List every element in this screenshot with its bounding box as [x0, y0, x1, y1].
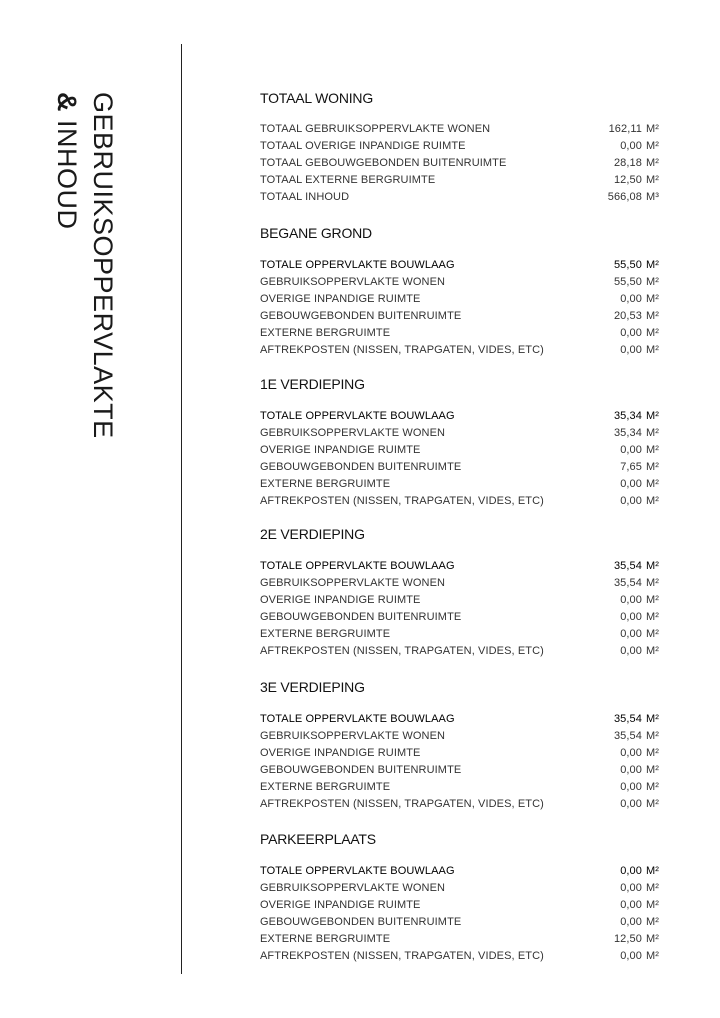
row-value-group: [614, 933, 660, 945]
row-value-group: [620, 461, 660, 473]
table-row: [260, 137, 660, 154]
row-value: 0,00: [620, 915, 642, 928]
row-label: TOTAAL OVERIGE INPANDIGE RUIMTE: [260, 139, 466, 152]
row-label: AFTREKPOSTEN (NISSEN, TRAPGATEN, VIDES, ETC): [260, 343, 544, 356]
row-unit: M²: [646, 763, 660, 776]
row-label: GEBRUIKSOPPERVLAKTE WONEN: [260, 881, 446, 894]
row-unit: M²: [646, 292, 660, 305]
row-label: GEBOUWGEBONDEN BUITENRUIMTE: [260, 610, 462, 623]
row-unit: M²: [646, 593, 660, 606]
row-label: TOTALE OPPERVLAKTE BOUWLAAG: [260, 864, 455, 877]
row-label: GEBOUWGEBONDEN BUITENRUIMTE: [260, 309, 462, 322]
total-row: [260, 557, 660, 574]
section-begane-grond: [260, 223, 660, 358]
row-value: 0,00: [620, 477, 642, 490]
row-value-group: [614, 560, 660, 572]
row-value: 0,00: [620, 627, 642, 640]
row-value: 162,11: [608, 122, 642, 135]
table-row: [260, 913, 660, 930]
row-unit: M²: [646, 746, 660, 759]
table-row: [260, 273, 660, 290]
table-row: [260, 154, 660, 171]
section-title: BEGANE GROND: [260, 225, 372, 241]
table-row: [260, 574, 660, 591]
row-unit: M²: [646, 915, 660, 928]
row-value: 28,18: [613, 156, 642, 169]
ampersand: &: [52, 92, 82, 112]
row-unit: M²: [646, 627, 660, 640]
table-row: [260, 475, 660, 492]
section-parkeerplaats: [260, 829, 660, 964]
row-unit: M²: [646, 898, 660, 911]
row-value-group: [614, 410, 660, 422]
row-unit: M²: [646, 932, 660, 945]
row-label: TOTAAL GEBRUIKSOPPERVLAKTE WONEN: [260, 122, 491, 135]
row-value: 0,00: [620, 326, 642, 339]
row-value: 0,00: [620, 292, 642, 305]
row-unit: M²: [646, 644, 660, 657]
row-value: 566,08: [607, 190, 642, 203]
side-title-line2-text: INHOUD: [52, 112, 82, 230]
row-unit: M²: [646, 494, 660, 507]
row-unit: M²: [646, 173, 660, 186]
row-value: 0,00: [620, 139, 642, 152]
row-unit: M²: [646, 156, 660, 169]
rows: [260, 256, 660, 358]
row-value: 0,00: [620, 494, 642, 507]
rows: [260, 862, 660, 964]
row-unit: M²: [646, 881, 660, 894]
row-value-group: [620, 495, 660, 507]
row-label: TOTALE OPPERVLAKTE BOUWLAAG: [260, 559, 455, 572]
section-title: TOTAAL WONING: [260, 90, 374, 106]
table-row: [260, 608, 660, 625]
row-unit: M²: [646, 610, 660, 623]
row-unit: M²: [646, 460, 660, 473]
row-unit: M²: [646, 309, 660, 322]
section-1e-verdieping: [260, 374, 660, 509]
row-label: EXTERNE BERGRUIMTE: [260, 932, 391, 945]
row-label: GEBOUWGEBONDEN BUITENRUIMTE: [260, 915, 462, 928]
row-unit: M²: [646, 780, 660, 793]
side-title: GEBRUIKSOPPERVLAKTE & INHOUD: [52, 92, 118, 439]
row-value-group: [620, 594, 660, 606]
row-value: 35,54: [613, 559, 642, 572]
row-value-group: [620, 865, 660, 877]
table-row: [260, 188, 660, 205]
section-title: 3E VERDIEPING: [260, 679, 365, 695]
row-label: TOTAAL INHOUD: [260, 190, 350, 203]
table-row: [260, 625, 660, 642]
row-value: 20,53: [613, 309, 642, 322]
row-value: 0,00: [620, 593, 642, 606]
row-value: 35,54: [613, 712, 642, 725]
row-value-group: [620, 747, 660, 759]
row-unit: M³: [646, 190, 660, 203]
row-value-group: [614, 276, 660, 288]
row-unit: M²: [646, 258, 660, 271]
section-title: 1E VERDIEPING: [260, 376, 365, 392]
row-value-group: [620, 916, 660, 928]
row-label: TOTAAL GEBOUWGEBONDEN BUITENRUIMTE: [260, 156, 507, 169]
row-value: 55,50: [613, 275, 642, 288]
row-value-group: [620, 882, 660, 894]
table-row: [260, 744, 660, 761]
row-value-group: [620, 293, 660, 305]
table-row: [260, 120, 660, 137]
row-label: OVERIGE INPANDIGE RUIMTE: [260, 746, 421, 759]
table-row: [260, 458, 660, 475]
row-value: 0,00: [620, 343, 642, 356]
section-2e-verdieping: [260, 524, 660, 659]
row-unit: M²: [646, 477, 660, 490]
vertical-divider: [181, 44, 182, 974]
row-unit: M²: [646, 343, 660, 356]
row-label: EXTERNE BERGRUIMTE: [260, 780, 391, 793]
table-row: [260, 591, 660, 608]
row-value: 35,54: [613, 729, 642, 742]
table-row: [260, 341, 660, 358]
table-row: [260, 727, 660, 744]
row-value: 12,50: [613, 173, 642, 186]
row-unit: M²: [646, 139, 660, 152]
table-row: [260, 642, 660, 659]
row-value-group: [614, 427, 660, 439]
row-value: 0,00: [620, 763, 642, 776]
section-title: 2E VERDIEPING: [260, 526, 365, 542]
row-value: 0,00: [620, 610, 642, 623]
row-label: GEBRUIKSOPPERVLAKTE WONEN: [260, 426, 446, 439]
row-value: 0,00: [620, 644, 642, 657]
total-row: [260, 710, 660, 727]
row-label: AFTREKPOSTEN (NISSEN, TRAPGATEN, VIDES, ETC): [260, 494, 544, 507]
row-value-group: [614, 730, 660, 742]
section-title: PARKEERPLAATS: [260, 831, 376, 847]
row-value: 35,34: [613, 409, 642, 422]
row-value-group: [620, 628, 660, 640]
section-3e-verdieping: [260, 677, 660, 812]
total-row: [260, 256, 660, 273]
row-label: AFTREKPOSTEN (NISSEN, TRAPGATEN, VIDES, ETC): [260, 949, 544, 962]
row-value: 35,34: [613, 426, 642, 439]
table-row: [260, 290, 660, 307]
table-row: [260, 441, 660, 458]
row-label: GEBRUIKSOPPERVLAKTE WONEN: [260, 576, 446, 589]
row-label: TOTALE OPPERVLAKTE BOUWLAAG: [260, 712, 455, 725]
table-row: [260, 424, 660, 441]
row-value-group: [620, 781, 660, 793]
rows: [260, 557, 660, 659]
table-row: [260, 492, 660, 509]
row-value-group: [620, 444, 660, 456]
total-row: [260, 862, 660, 879]
row-value: 0,00: [620, 746, 642, 759]
row-label: OVERIGE INPANDIGE RUIMTE: [260, 443, 421, 456]
row-unit: M²: [646, 576, 660, 589]
row-unit: M²: [646, 712, 660, 725]
total-row: [260, 407, 660, 424]
rows: [260, 710, 660, 812]
row-value-group: [620, 327, 660, 339]
row-label: TOTAAL EXTERNE BERGRUIMTE: [260, 173, 436, 186]
row-value: 0,00: [620, 898, 642, 911]
table-row: [260, 778, 660, 795]
row-label: TOTALE OPPERVLAKTE BOUWLAAG: [260, 409, 455, 422]
row-value-group: [614, 310, 660, 322]
row-value: 0,00: [620, 881, 642, 894]
section-totaal-woning: [260, 88, 660, 205]
row-unit: M²: [646, 729, 660, 742]
row-label: AFTREKPOSTEN (NISSEN, TRAPGATEN, VIDES, ETC): [260, 797, 544, 810]
row-value: 7,65: [620, 460, 642, 473]
row-unit: M²: [646, 949, 660, 962]
row-value-group: [614, 577, 660, 589]
row-label: EXTERNE BERGRUIMTE: [260, 477, 391, 490]
row-value: 55,50: [613, 258, 642, 271]
row-unit: M²: [646, 122, 660, 135]
table-row: [260, 896, 660, 913]
row-unit: M²: [646, 797, 660, 810]
row-value: 35,54: [613, 576, 642, 589]
rows: [260, 120, 660, 205]
row-label: GEBOUWGEBONDEN BUITENRUIMTE: [260, 460, 462, 473]
row-label: OVERIGE INPANDIGE RUIMTE: [260, 292, 421, 305]
table-row: [260, 879, 660, 896]
row-label: OVERIGE INPANDIGE RUIMTE: [260, 898, 421, 911]
row-unit: M²: [646, 559, 660, 572]
row-value-group: [620, 798, 660, 810]
table-row: [260, 324, 660, 341]
row-label: TOTALE OPPERVLAKTE BOUWLAAG: [260, 258, 455, 271]
row-label: GEBRUIKSOPPERVLAKTE WONEN: [260, 729, 446, 742]
row-value: 0,00: [620, 780, 642, 793]
row-value-group: [620, 950, 660, 962]
row-unit: M²: [646, 426, 660, 439]
row-value-group: [620, 899, 660, 911]
table-row: [260, 761, 660, 778]
row-unit: M²: [646, 275, 660, 288]
row-label: GEBRUIKSOPPERVLAKTE WONEN: [260, 275, 446, 288]
table-row: [260, 307, 660, 324]
row-unit: M²: [646, 443, 660, 456]
row-label: AFTREKPOSTEN (NISSEN, TRAPGATEN, VIDES, ETC): [260, 644, 544, 657]
row-label: GEBOUWGEBONDEN BUITENRUIMTE: [260, 763, 462, 776]
table-row: [260, 947, 660, 964]
row-label: EXTERNE BERGRUIMTE: [260, 326, 391, 339]
row-value-group: [620, 478, 660, 490]
row-label: EXTERNE BERGRUIMTE: [260, 627, 391, 640]
row-value-group: [620, 645, 660, 657]
row-value: 0,00: [620, 797, 642, 810]
row-value-group: [620, 764, 660, 776]
row-value-group: [614, 713, 660, 725]
row-value: 0,00: [620, 443, 642, 456]
table-row: [260, 171, 660, 188]
row-unit: M²: [646, 326, 660, 339]
row-label: OVERIGE INPANDIGE RUIMTE: [260, 593, 421, 606]
row-value: 0,00: [620, 949, 642, 962]
row-unit: M²: [646, 864, 660, 877]
table-row: [260, 795, 660, 812]
row-unit: M²: [646, 409, 660, 422]
row-value-group: [620, 611, 660, 623]
row-value-group: [614, 259, 660, 271]
row-value-group: [620, 344, 660, 356]
table-row: [260, 930, 660, 947]
rows: [260, 407, 660, 509]
row-value: 12,50: [613, 932, 642, 945]
row-value: 0,00: [620, 864, 642, 877]
